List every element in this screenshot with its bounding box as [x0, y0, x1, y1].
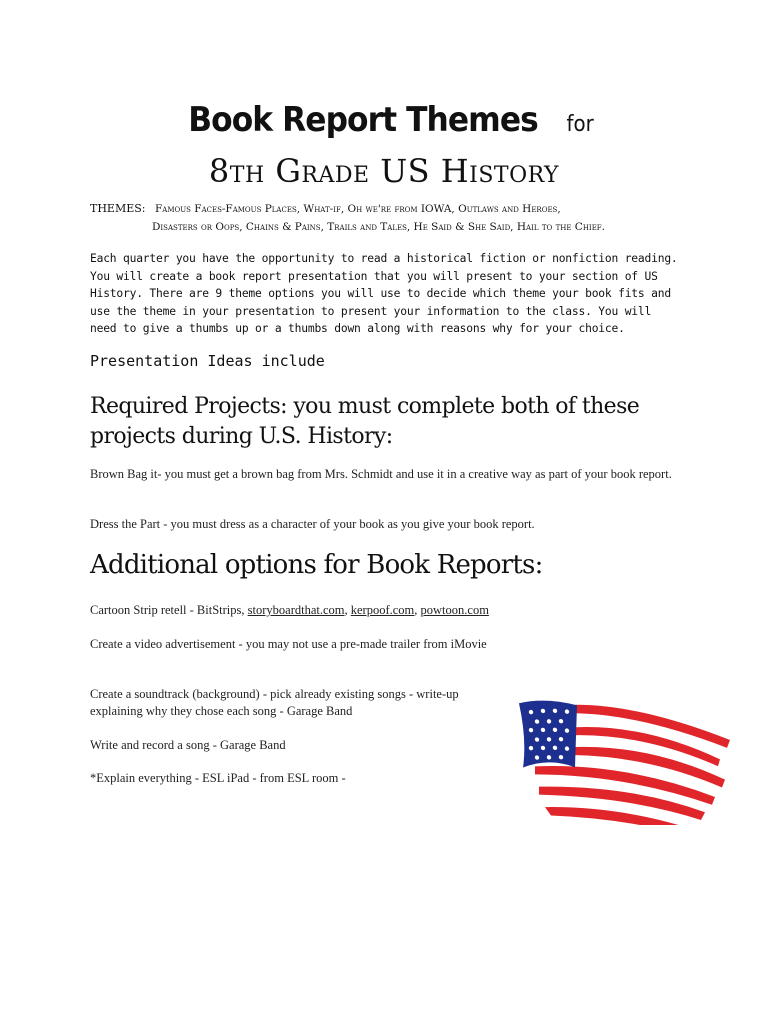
kerpoof-link[interactable]: kerpoof.com [350, 603, 415, 617]
required-projects-heading: Required Projects: you must complete both of these projects during U.S. History: [90, 394, 640, 449]
cartoon-option-text: Cartoon Strip retell - BitStrips, [90, 603, 248, 617]
themes-label: THEMES: [90, 202, 146, 215]
page-title: Book Report Themes [188, 100, 538, 140]
themes-line-2: Disasters or Oops, Chains & Pains, Trails and Tales, He Said & She Said, Hail to the Chief. [152, 221, 605, 233]
themes-list [90, 200, 710, 236]
storyboardthat-link[interactable]: storyboardthat.com [247, 603, 345, 617]
video-option: Create a video advertisement - you may not use a pre-made trailer from iMovie [90, 637, 487, 651]
separator: , [344, 603, 351, 617]
dress-part-paragraph: Dress the Part - you must dress as a character of your book as you give your book report. [90, 517, 535, 531]
song-option: Write and record a song - Garage Band [90, 738, 286, 752]
explain-option: *Explain everything - ESL iPad - from ESL room - [90, 771, 346, 785]
separator: , [414, 603, 421, 617]
intro-paragraph: Each quarter you have the opportunity to read a historical fiction or nonfiction reading. You will create a book report presentation that you will present to your section of US History. There are 9 theme options you will use to decide which theme your book fits and use the theme in your presentation to present your information to the class. You will need to give a thumbs up or a thumbs down along with reasons why for your choice. [90, 252, 678, 336]
title-for: for [566, 112, 594, 137]
presentation-ideas-heading: Presentation Ideas include [90, 352, 325, 370]
themes-line-1: Famous Faces-Famous Places, What-if, Oh we're from IOWA, Outlaws and Heroes, [155, 203, 561, 215]
soundtrack-option: Create a soundtrack (background) - pick already existing songs - write-up explaining why they chose each song - Garage Band [90, 687, 459, 718]
american-flag-image [515, 695, 735, 825]
additional-options-heading: Additional options for Book Reports: [90, 550, 543, 580]
title-row [0, 100, 768, 140]
brown-bag-paragraph: Brown Bag it- you must get a brown bag from Mrs. Schmidt and use it in a creative way as part of your book report. [90, 467, 672, 481]
powtoon-link[interactable]: powtoon.com [420, 603, 489, 617]
page-subtitle: 8th Grade US History [208, 152, 560, 190]
cartoon-option [90, 602, 680, 619]
